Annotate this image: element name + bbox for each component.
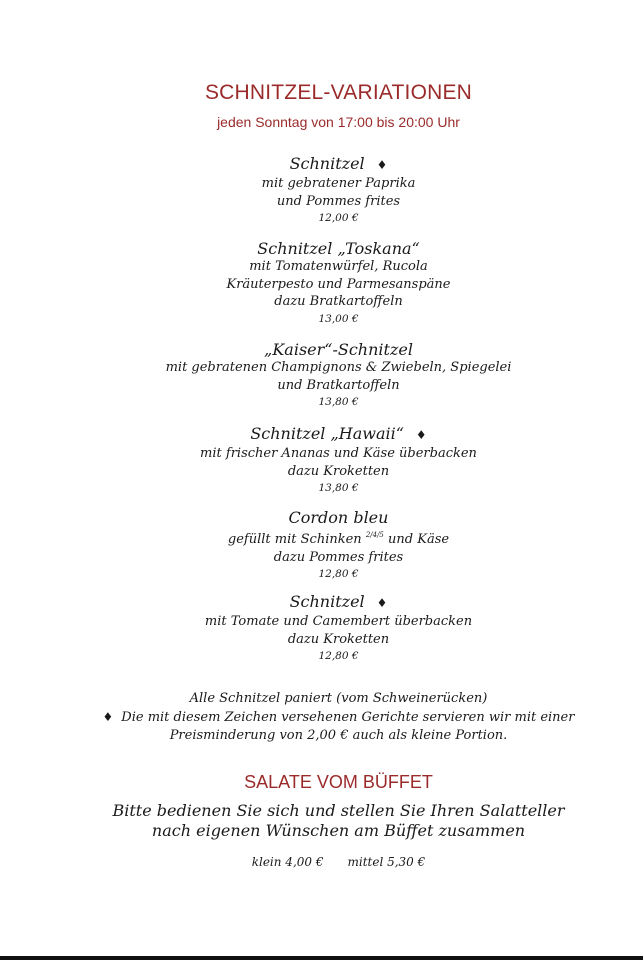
item-name: Schnitzel „Toskana“ <box>257 239 420 258</box>
menu-item <box>0 424 643 497</box>
item-description <box>0 527 643 549</box>
item-description: mit frischer Ananas und Käse überbacken <box>200 446 477 461</box>
item-price: 13,80 € <box>318 482 359 494</box>
diamond-icon: ♦ <box>102 710 114 724</box>
item-price: 12,00 € <box>318 212 359 224</box>
item-price: 13,80 € <box>318 396 359 408</box>
salad-prices <box>0 855 643 869</box>
item-price: 13,00 € <box>318 312 359 325</box>
menu-item <box>0 508 643 583</box>
note-text: Die mit diesem Zeichen versehenen Gerichte servieren wir mit einer <box>121 710 575 725</box>
note-line <box>0 708 643 727</box>
item-description: mit Tomate und Camembert überbacken <box>204 614 473 629</box>
salad-price-medium: mittel 5,30 € <box>347 855 426 869</box>
diamond-icon: ♦ <box>376 596 388 610</box>
section-subtitle: jeden Sonntag von 17:00 bis 20:00 Uhr <box>217 114 460 130</box>
salad-line: Bitte bedienen Sie sich und stellen Sie Ihren Salatteller <box>112 801 565 820</box>
diamond-icon: ♦ <box>415 428 427 442</box>
item-description: mit gebratener Paprika <box>261 176 416 191</box>
item-description-part: und Käse <box>388 532 450 547</box>
item-name-line <box>0 424 643 445</box>
item-description: und Pommes frites <box>276 193 401 209</box>
salad-price-small: klein 4,00 € <box>251 855 324 869</box>
salad-description <box>0 801 643 841</box>
note-line: Alle Schnitzel paniert (vom Schweinerücken) <box>189 691 488 706</box>
menu-item <box>0 340 643 411</box>
salad-line: nach eigenen Wünschen am Büffet zusammen <box>151 821 526 840</box>
item-description: Kräuterpesto und Parmesanspäne <box>226 276 451 292</box>
item-description: dazu Pommes frites <box>273 549 404 565</box>
menu-notes <box>0 690 643 745</box>
item-description: dazu Kroketten <box>287 631 390 647</box>
item-name: Schnitzel „Hawaii“ <box>250 424 404 443</box>
item-name: Schnitzel <box>289 154 365 173</box>
item-description: dazu Bratkartoffeln <box>274 294 403 309</box>
item-price: 12,80 € <box>318 568 359 580</box>
item-price: 12,80 € <box>318 650 359 662</box>
item-description-part: gefüllt mit Schinken <box>227 532 362 547</box>
salad-section-title: SALATE VOM BÜFFET <box>244 772 433 792</box>
item-name: „Kaiser“-Schnitzel <box>264 340 413 359</box>
allergen-codes: 2/4/5 <box>365 531 384 539</box>
item-name: Cordon bleu <box>288 508 389 527</box>
item-description: und Bratkartoffeln <box>277 377 400 393</box>
note-line: Preisminderung von 2,00 € auch als kleine Portion. <box>169 728 508 743</box>
menu-item <box>0 592 643 665</box>
section-title: SCHNITZEL-VARIATIONEN <box>204 81 473 104</box>
menu-item <box>0 154 643 227</box>
item-description: dazu Kroketten <box>287 463 390 479</box>
bottom-border <box>0 956 643 960</box>
menu-item <box>0 239 643 328</box>
diamond-icon: ♦ <box>376 158 388 172</box>
item-description: mit gebratenen Champignons & Zwiebeln, Spiegelei <box>165 360 512 375</box>
item-name: Schnitzel <box>289 592 365 611</box>
item-name-line <box>0 592 643 613</box>
item-name-line <box>0 154 643 175</box>
item-description: mit Tomatenwürfel, Rucola <box>249 259 428 274</box>
